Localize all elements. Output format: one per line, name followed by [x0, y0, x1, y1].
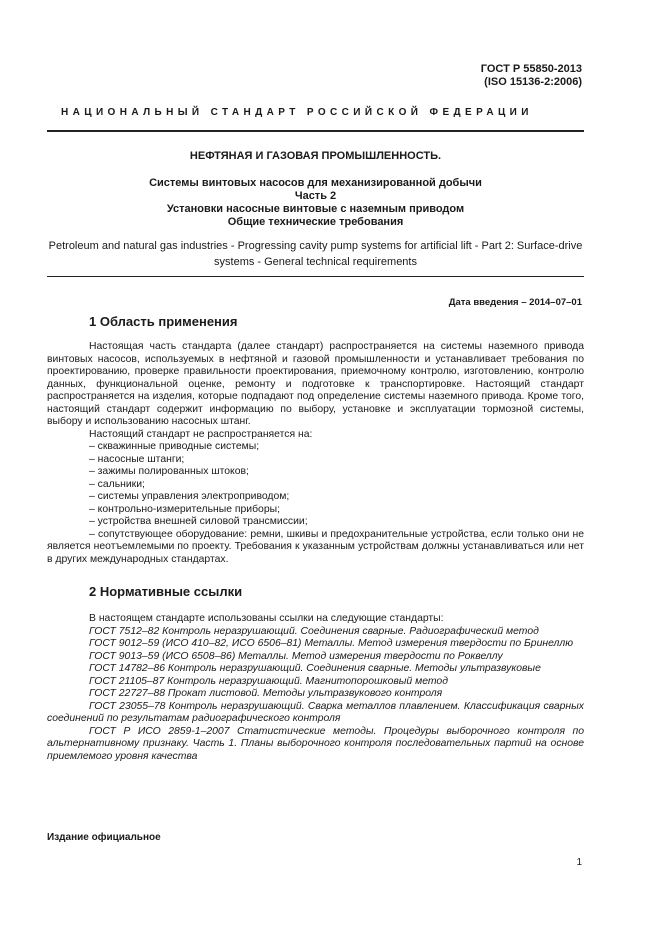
national-standard-banner: НАЦИОНАЛЬНЫЙ СТАНДАРТ РОССИЙСКОЙ ФЕДЕРАЦИИ [61, 107, 533, 118]
section-1-heading: 1 Область применения [89, 314, 238, 329]
title-block [47, 150, 584, 229]
list-item: – устройства внешней силовой трансмиссии; [89, 516, 308, 527]
title-line-4: Общие технические требования [227, 216, 404, 228]
list-item: – системы управления электроприводом; [89, 491, 290, 502]
scope-paragraph: Настоящая часть стандарта (далее стандарт) распространяется на системы наземного привода винтовых насосов, используемых в нефтяной и газовой промышленности и устанавливает требования по проектированию, проверке правильности проектирования, приемочному контролю, изготовлению, контролю данных, функциональной оценке, ремонту и подготовке к транспортировке. Настоящий стандарт распространяется на изделия, которые подпадают под определение системы наземного привода. Кроме того, настоящий стандарт содержит информацию по выбору, установке и эксплуатации тормозной системы, выбору и использованию насосных штанг. [47, 341, 584, 427]
bottom-divider [47, 276, 584, 277]
list-item: – контрольно-измерительные приборы; [89, 503, 280, 515]
iso-number: (ISO 15136-2:2006) [484, 76, 582, 88]
exclusions-intro: Настоящий стандарт не распространяется на: [89, 428, 313, 440]
reference-item: ГОСТ 23055–78 Контроль неразрушающий. Сварка металлов плавлением. Классификация сварных соединений по результатам радиографического контроля [47, 700, 584, 724]
list-item-last: – сопутствующее оборудование: ремни, шкивы и предохранительные устройства, если только они не является неотъемлемыми по проекту. Требования к указанным устройствам должны устанавливаться или нет в других международных стандартах. [47, 528, 584, 565]
section-1-body [47, 341, 584, 566]
references-intro: В настоящем стандарте использованы ссылки на следующие стандарты: [89, 613, 444, 624]
introduction-date: Дата введения – 2014–07–01 [448, 297, 582, 308]
reference-item: ГОСТ 9012–59 (ИСО 410–82, ИСО 6506–81) Металлы. Метод измерения твердости по Бринеллю [89, 638, 574, 649]
title-line-2: Часть 2 [294, 190, 337, 202]
section-2-heading: 2 Нормативные ссылки [89, 584, 243, 599]
gost-number: ГОСТ Р 55850-2013 [480, 63, 582, 75]
list-item: – насосные штанги; [89, 453, 185, 465]
english-title: Petroleum and natural gas industries - Progressing cavity pump systems for artificial lift - Part 2: Surface-drive systems - General technical requirements [48, 240, 583, 268]
reference-item: ГОСТ 7512–82 Контроль неразрушающий. Соединения сварные. Радиографический метод [89, 625, 539, 637]
top-divider [47, 130, 584, 132]
page-number: 1 [576, 857, 582, 868]
reference-item: ГОСТ 21105–87 Контроль неразрушающий. Магнитопорошковый метод [89, 675, 448, 687]
reference-item: ГОСТ 22727–88 Прокат листовой. Методы ультразвукового контроля [89, 688, 443, 699]
official-edition-label: Издание официальное [47, 832, 161, 843]
reference-item: ГОСТ 14782–86 Контроль неразрушающий. Соединения сварные. Методы ультразвуковые [89, 663, 541, 674]
section-2-body [47, 613, 584, 763]
title-main: НЕФТЯНАЯ И ГАЗОВАЯ ПРОМЫШЛЕННОСТЬ. [189, 150, 442, 162]
reference-item: ГОСТ Р ИСО 2859-1–2007 Статистические методы. Процедуры выборочного контроля по альтернативному признаку. Часть 1. Планы выборочного контроля последовательных партий на основе приемлемого уровня качества [47, 725, 584, 762]
list-item: – зажимы полированных штоков; [89, 466, 249, 477]
list-item: – сальники; [89, 478, 145, 490]
list-item: – скважинные приводные системы; [89, 441, 260, 452]
title-line-3: Установки насосные винтовые с наземным приводом [166, 203, 465, 215]
standard-code [481, 63, 582, 89]
reference-item: ГОСТ 9013–59 (ИСО 6508–86) Металлы. Метод измерения твердости по Роквеллу [89, 650, 503, 662]
title-line-1: Системы винтовых насосов для механизированной добычи [149, 177, 482, 189]
